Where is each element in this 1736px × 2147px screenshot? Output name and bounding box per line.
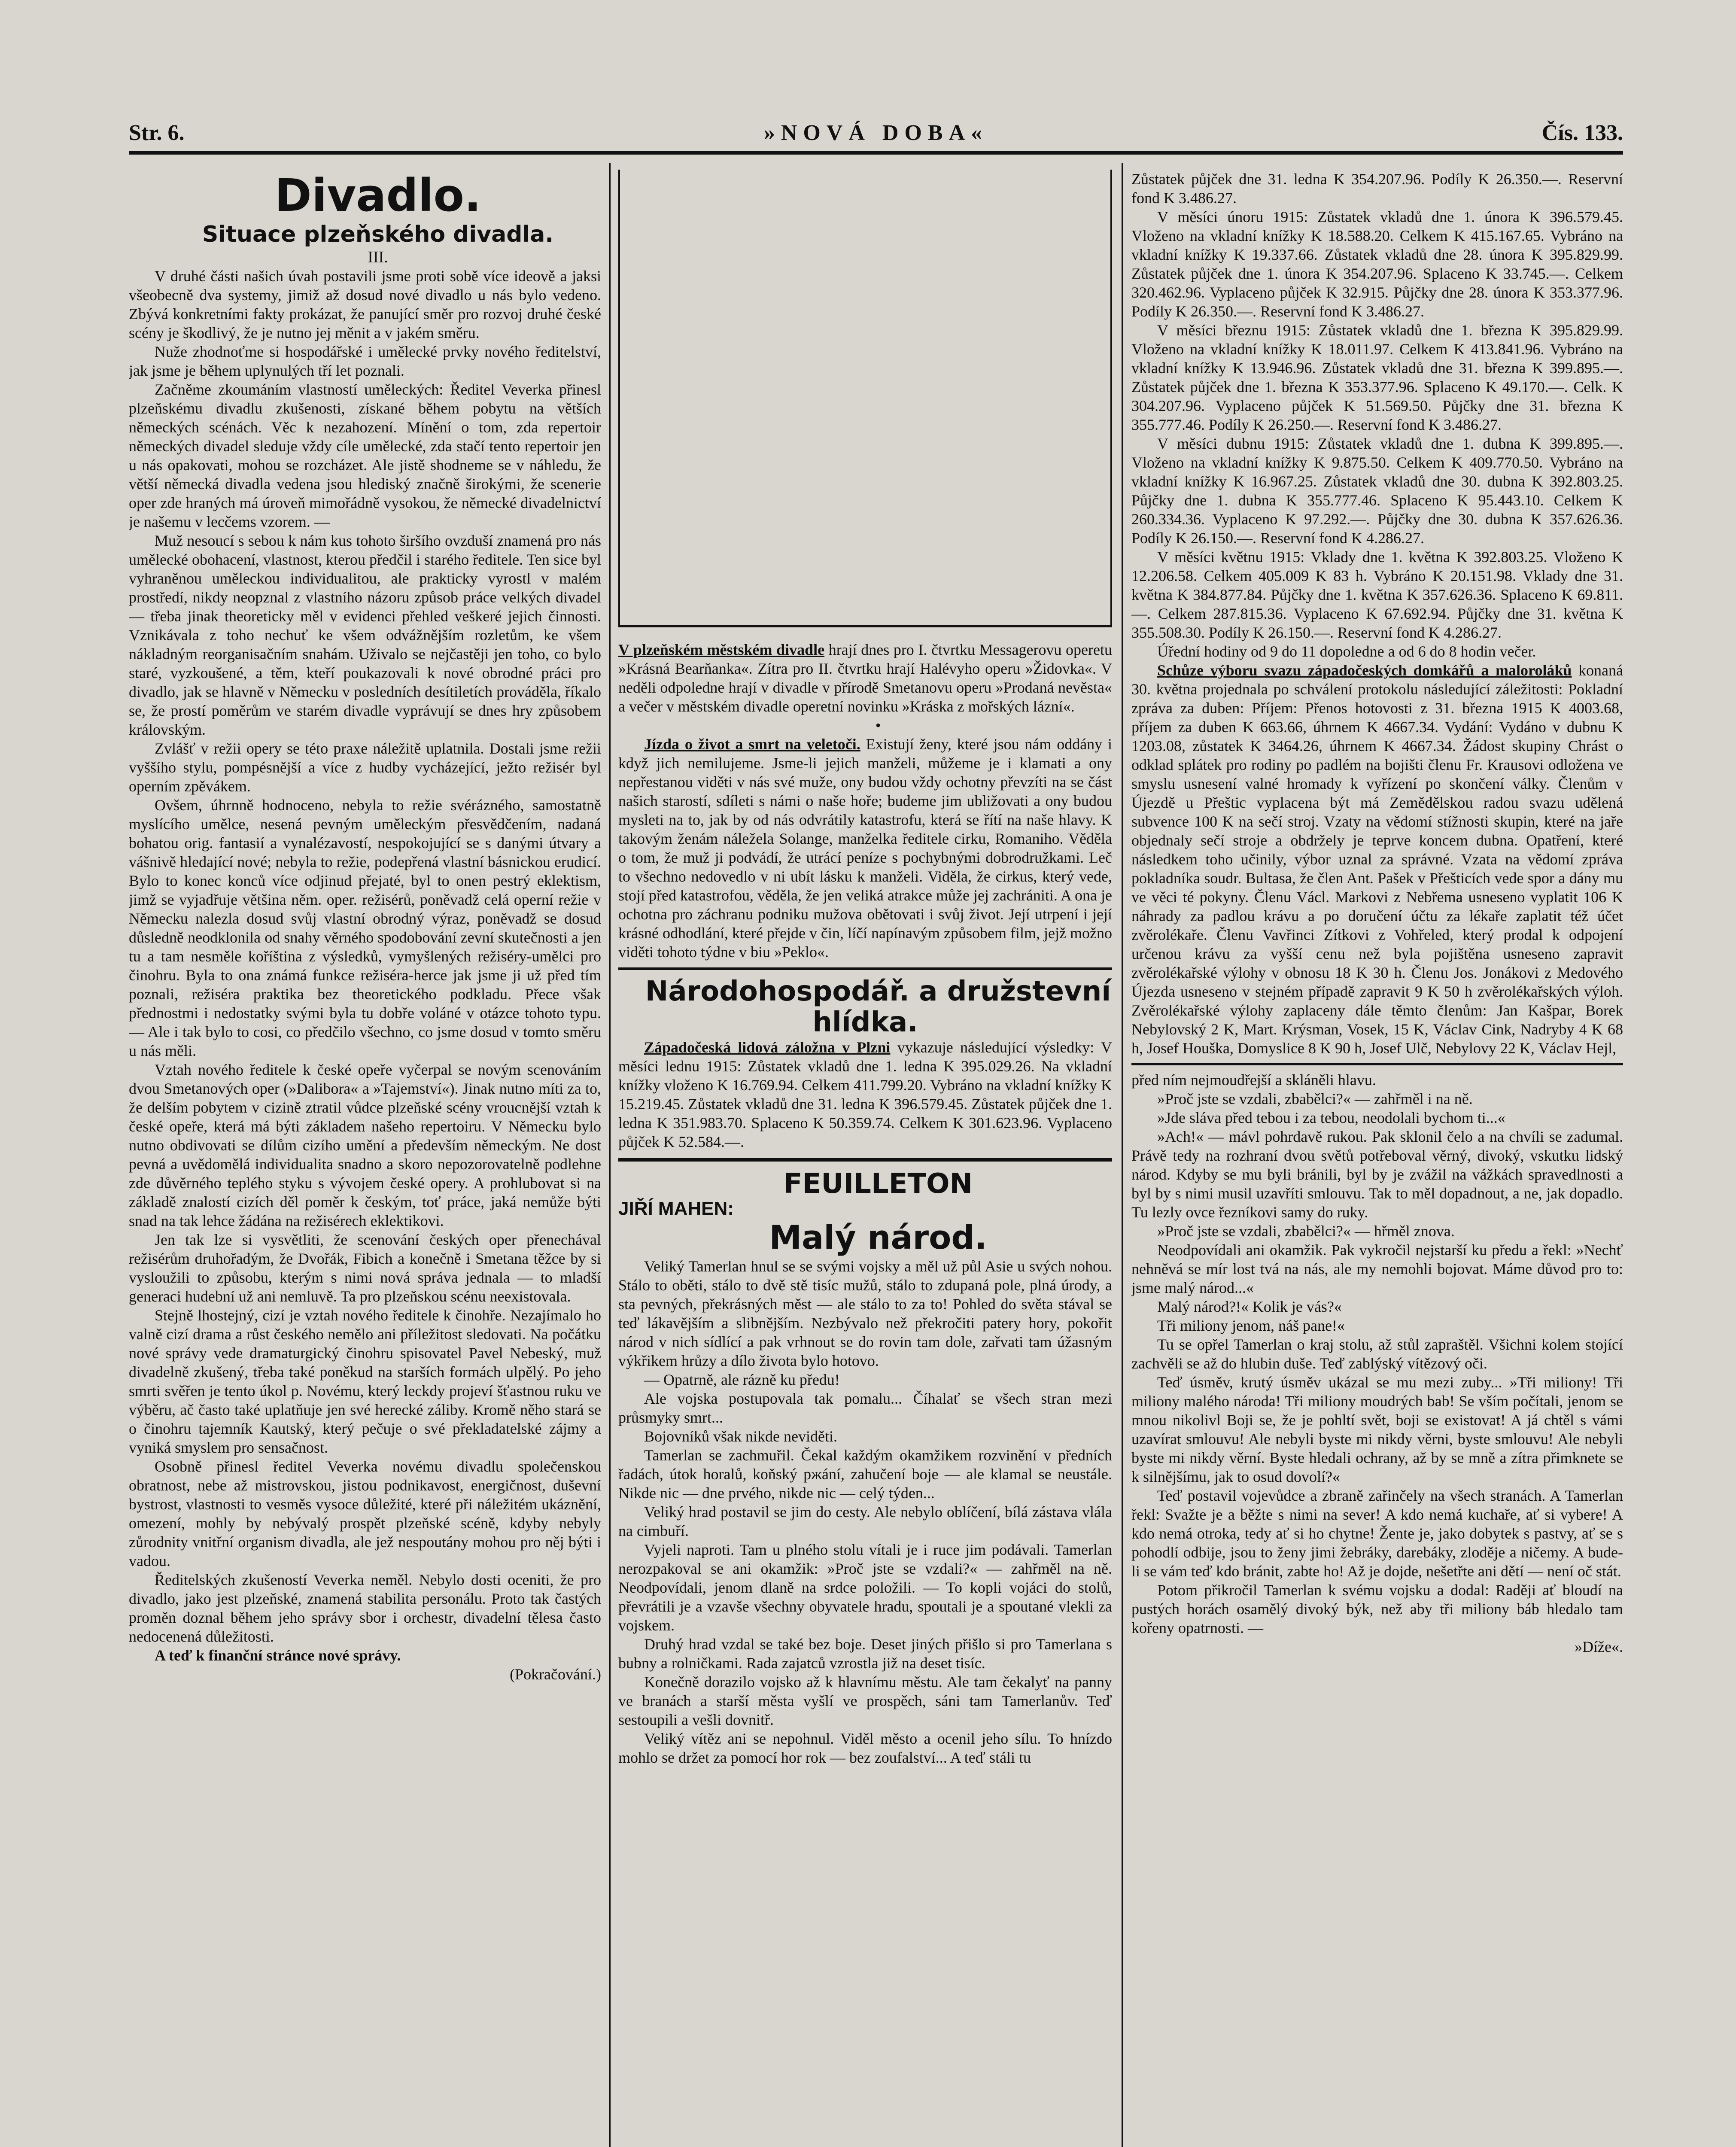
part-number: III. (368, 248, 388, 266)
story-paragraph: Potom přikročil Tamerlan k svému vojsku a dodal: Raději ať bloudí na pustých horách osamělý divoký býk, než aby tři miliony báb hledalo tam kořeny opatrnosti. — (1131, 1581, 1623, 1636)
column-theatre (129, 170, 601, 2147)
paragraph: Začněme zkoumáním vlastností uměleckých: Ředitel Veverka přinesl plzeňskému divadlu zkušenosti, získané během pobytu na větších německých scénách. Věc k nezahození. Mínění o tom, zda repertoir německých divadel sleduje vždy cíle umělecké, zda stačí tento repertoir jen u nás opakovati, mohou se rozcházet. Ale jistě shodneme se v náhledu, že větší německá divadla vedena jsou hlediský značně širokými, že scenerie oper zde hraných má úroveň mimořádně vysokou, že německé divadelnictví je našemu v lecčems vzorem. — (129, 381, 601, 530)
story-signature: »Díže«. (1575, 1638, 1623, 1655)
column-right (1131, 170, 1623, 2147)
section-title-economy: Národohospodář. a družstevní hlídka. (645, 976, 1111, 1038)
story-paragraph: Tamerlan se zachmuřil. Čekal každým okamžikem rozvinění v předních řadách, útok horalů, koňský ржání, zahučení boje — ale klamal se neustále. Nikde nic — dne prvého, nikde nic — celý týden... (618, 1447, 1112, 1502)
paragraph: Ředitelských zkušeností Veverka neměl. Nebylo dosti oceniti, že pro divadlo, jako jest plzeňské, znamená stabilita personálu. Proto tak častých proměn doznal během jeho správy sbor i orchestr, divadelní tělesa často nedocenená důležitosti. (129, 1571, 601, 1645)
story-paragraph: Veliký vítěz ani se nepohnul. Viděl město a ocenil jeho sílu. To hnízdo mohlo se držet za pomocí hor rok — bez zoufalství... A teď stáli tu (618, 1730, 1112, 1766)
report-lead: Schůze výboru svazu západočeských domkářů a maloroláků (1157, 662, 1572, 679)
story-title: Malý národ. (769, 1218, 987, 1256)
feuilleton-heading: FEUILLETON (783, 1168, 973, 1200)
paragraph: Osobně přinesl ředitel Veverka novému divadlu společenskou obratnost, nebe až mistrovskou, jistou podnikavost, energičnost, duševní bystrost, vlastnosti to vesměs vysoce důležité, které při náležitém ukáznění, omezení, mohly by nebývalý prospět plzeňské scéně, kdyby nebyly zůrodnity vnitřní organism divadla, ale jež nespoutány mohou pro něj býti i vadou. (129, 1458, 601, 1569)
notice-text: Existují ženy, které jsou nám oddány i když jich nemilujeme. Jsme-li jejich manželi, můžeme je i klamati a ony nepřestanou viděti v nás své muže, ony budou vždy ochotny převzíti na se část našich starostí, sdíleti s námi o naše hoře; budeme jim ubližovati a ony budou mysleti na to, jak by od nás odvrátily katastrofu, která se řítí na naše hlavy. K takovým ženám náležela Solange, manželka ředitele cirku, Romaniho. Věděla o tom, že muž ji podvádí, že utrácí peníze s pochybnými dobrodružkami. Leč to všechno nedovedlo v ni ubít lásku k manželi. Viděla, že cirkus, který vede, stojí před katastrofou, věděla, že jen veliká atrakce může jej zachrániti. A ona je ochotna pro záchranu podniku mužova obětovati i svůj život. Její utrpení i její krásné odhodlání, které přejde v čin, líčí napínavým způsobem film, jejž možno viděti tohoto týdne v biu »Peklo«. (618, 736, 1112, 961)
section-rule (618, 967, 1112, 970)
section-rule (618, 1158, 1112, 1162)
issue-number: Čís. 133. (1541, 121, 1623, 145)
finance-paragraph: V měsíci květnu 1915: Vklady dne 1. května K 392.803.25. Vloženo K 12.206.58. Celkem 405.009 K 83 h. Vybráno K 20.151.98. Vklady dne 31. května K 384.877.84. Půjčky dne 1. května K 357.626.36. Splaceno K 69.811.—. Celkem 287.815.36. Vyplaceno K 67.692.94. Půjčky dne 31. května K 355.508.30. Podíly K 26.150.—. Reservní fond K 4.286.27. (1131, 548, 1623, 641)
story-paragraph: Tu se opřel Tamerlan o kraj stolu, až stůl zapraštěl. Všichni kolem stojící zachvěli se až do hlubin duše. Teď zablýský vítězový oči. (1131, 1336, 1623, 1372)
masthead-title: »NOVÁ DOBA« (763, 121, 988, 145)
paragraph: Nuže zhodnoťme si hospodářské i umělecké prvky nového ředitelství, jak jsme je během uplynulých tří let poznali. (129, 343, 601, 379)
paragraph: Ovšem, úhrnně hodnoceno, nebyla to režie svérázného, samostatně myslícího umělce, nesená pevným uměleckým přesvědčením, nadaná bohatou orig. fantasií a vynalézavostí, nespokojující se s danými útvary a vášnivě hledající nové; nebyla to režie, podepřená vlastní básnickou erudicí. Bylo to konec konců více odjinud přejaté, byl to onen pestrý eklektism, jimž se vyjadřuje většina něm. oper. režisérů, poněvadž celá operní režie v Německu nalezla dosud svůj vlastní obrodný výraz, poněvadž se dosud důsledně neodklonila od snahy věrného spodobování zevní skutečnosti a jen tu a tam nesměle koříština z výsledků, vymyšlených režiséry-umělci pro činohru. Byla to ona známá funkce režiséra-herce jak jsme ji už před tím poznali, režiséra praktika bez theoretického podkladu. Přece však přednostmi i nedostatky svými byla tu dobře voláné v otázce tohoto typu. — Ale i tak bylo to cosi, co předčilo všechno, co jsme dosud v tomto směru u nás měli. (129, 797, 601, 1059)
film-notice (618, 735, 1112, 961)
finance-paragraph: Úřední hodiny od 9 do 11 dopoledne a od 6 do 8 hodin večer. (1157, 643, 1536, 660)
separator-dot: • (875, 717, 881, 734)
blank-frame (618, 170, 1112, 627)
theatre-notice (618, 640, 1112, 716)
report-text: konaná 30. května projednala po schválení protokolu následující záležitosti: Pokladní zpráva za duben: Příjem: Přenos hotovosti z 31. března 1915 K 4003.68, příjem za duben K 663.66, úhrnem K 4667.34. Vydání: Vydáno v dubnu K 1203.08, zůstatek K 3464.26, úhrnem K 4667.34. Žádost skupiny Chrást o odklad splátek pro rodiny po padlém na bojišti členu Fr. Krausovi odložena ve smyslu usnesení valné hromady k vyřízení po skončení války. Členům v Újezdě u Přeštic vyplacena být má Zemědělskou radou svazu udělená subvence 100 K na sečí stroj. Vzaty na vědomí stížnosti skupin, které na jaře objednaly sečí stroje a obdržely je teprve koncem dubna. Opatření, které následkem toho učinily, výbor uznal za správné. Vzata na vědomí zpráva pokladníka soudr. Bultasa, že člen Ant. Pašek v Přešticích vede spor a dány mu ve věci té pokyny. Členu Václ. Markovi z Nebřema usneseno vyplatit 106 K náhrady za padlou krávu a po doručení účtu za lékaře zaplatit též účet zvěrolékaře. Členu Vavřinci Zítkovi z Vohřeled, který prodal k odpojení určenou krávu za vyšší cenu než byla pojištěna usneseno zapravit zvěrolékařské výlohy v obnosu 18 K 30 h. Členu Jos. Jonákovi z Medového Újezda usneseno v stejném případě zapravit 9 K 50 h zvěrolékařských výloh. Zvěrolékařské výlohy zaplaceny dále těmto členům: Jan Kašpar, Borek Nebylovský 2 K, Mart. Krýsman, Vosek, 15 K, Václav Cink, Nadryby 4 K 68 h, Josef Houška, Domyslice 8 K 90 h, Josef Ulč, Nebylovy 22 K, Václav Hejl, (1131, 662, 1623, 1057)
story-paragraph: Ale vojska postupovala tak pomalu... Číhalať se všech stran mezi průsmyky smrt... (618, 1390, 1112, 1426)
report-text: vykazuje následující výsledky: V měsíci lednu 1915: Zůstatek vkladů dne 1. ledna K 395.029.26. Na vkladní knížky vloženo K 16.769.94. Celkem 411.799.20. Vybráno na vkladní knížky K 15.219.45. Zůstatek vkladů dne 31. ledna K 396.579.45. Zůstatek půjček dne 1. ledna K 351.983.70. Splaceno K 50.359.74. Celkem K 301.623.96. Vyplaceno půjček K 52.584.—. (618, 1039, 1112, 1150)
page-header (129, 120, 1623, 150)
notice-lead: V plzeňském městském divadle (618, 641, 825, 658)
story-paragraph: Tři miliony jenom, náš pane!« (1157, 1317, 1345, 1334)
paragraph: Vztah nového ředitele k české opeře vyčerpal se novým scenováním dvou Smetanových oper (»Dalibora« a »Tajemství«). Jinak nutno míti za to, že delším pobytem v cizině ztratil vůdce plzeňské scény vroucnější vztah k české opeře, která má býti základem našeho repertoiru. V Německu bylo nutno obdivovati se dílům cizího umění a především německým. Ne dost pevná a uvědomělá individualita snadno a skoro nepozorovatelně podlehne zde důvěrného teplého styku s vývojem české opery. A prohlubovat si na základě znalostí cizích děl poměr k českým, toť práce, jaká nemůže býti snad na tak lehce žádána na režisérech eklektikovi. (129, 1061, 601, 1229)
finance-paragraph: Zůstatek půjček dne 31. ledna K 354.207.96. Podíly K 26.350.—. Reservní fond K 3.486.27. (1131, 170, 1623, 207)
finance-paragraph: V měsíci únoru 1915: Zůstatek vkladů dne 1. února K 396.579.45. Vloženo na vkladní knížky K 18.588.20. Celkem K 415.167.65. Vybráno na vkladní knížky K 19.337.66. Zůstatek vkladů dne 28. února K 395.829.99. Zůstatek půjček dne 1. února K 354.207.96. Splaceno K 33.745.—. Celkem 320.462.96. Vyplaceno půjček K 32.915. Půjčky dne 28. února K 353.377.96. Podíly K 26.350.—. Reservní fond K 3.486.27. (1131, 208, 1623, 320)
story-paragraph: Bojovníků však nikde neviděti. (644, 1428, 837, 1445)
story-paragraph: Malý národ?!« Kolik je vás?« (1157, 1298, 1342, 1315)
paragraph: V druhé části našich úvah postavili jsme proti sobě více ideově a jaksi všeobecně dva systemy, jimiž až dosud nové divadlo u nás bylo vedeno. Zbývá konkretními fakty prokázat, že panující směr pro rozvoj druhé české scény je škodlivý, že je nutno jej měnit a v jakém směru. (129, 268, 601, 341)
story-paragraph: Teď postavil vojevůdce a zbraně zařinčely na všech stranách. A Tamerlan řekl: Svažte je a běžte s nimi na sever! A kdo nemá kuchaře, ať si vybere! A kdo nemá otroka, tedy ať si ho chytne! Žente je, jako dobytek s pastvy, ať se s pohodlí odbije, jsou to ženy jimi žebráky, darebáky, zloděje a ničemy. A bude-li se vám teď kdo bránit, zabte ho! Až je dojde, nešetřte ani dětí — není oč stát. (1131, 1487, 1623, 1580)
paragraph: Jen tak lze si vysvětliti, že scenování českých oper přenechával režisérům druhořadým, že Dvořák, Fibich a konečně i Smetana těžce by si vysloužili to způsobu, kterým s nimi nová správa jednala — to mladší generaci hudební už ani nemluvě. Ta pro plzeňskou scénu neexistovala. (129, 1231, 601, 1305)
notice-text: hrají dnes pro I. čtvrtku Messagerovu operetu »Krásná Bearňanka«. Zítra pro II. čtvrtku hrají Halévyho operu »Židovka«. V neděli odpoledne hrají v divadle v přírodě Smetanovu operu »Prodaná nevěsta« a večer v městském divadle operetní novinku »Kráska z mořských lázní«. (618, 641, 1112, 715)
column-middle (618, 170, 1112, 2147)
finance-paragraph: V měsíci březnu 1915: Zůstatek vkladů dne 1. března K 395.829.99. Vloženo na vkladní knížky K 18.011.97. Celkem K 413.841.96. Vybráno na vkladní knížky K 13.946.96. Zůstatek vkladů dne 31. března K 399.895.—. Zůstatek půjček dne 1. března K 353.377.96. Splaceno K 49.170.—. Celk. K 304.207.96. Vyplaceno půjček K 51.569.50. Půjčky dne 31. března K 355.777.46. Podíly K 26.250.—. Reservní fond K 3.486.27. (1131, 322, 1623, 433)
page-number: Str. 6. (129, 121, 185, 145)
story-paragraph: »Proč jste se vzdali, zbabělci?« — hřměl znova. (1157, 1223, 1455, 1240)
column-divider (1122, 163, 1123, 2147)
story-paragraph: Konečně dorazilo vojsko až k hlavnímu městu. Ale tam čekalyť na panny ve branách a starší města vyšlí ve prospěch, sáni tam Tamerlanův. Teď sestoupili a vešli dovnitř. (618, 1673, 1112, 1728)
article-subtitle: Situace plzeňského divadla. (202, 222, 554, 247)
story-paragraph: »Proč jste se vzdali, zbabělci?« — zahřměl i na ně. (1157, 1090, 1473, 1107)
story-paragraph: Veliký Tamerlan hnul se se svými vojsky a měl už půl Asie u svých nohou. Stálo to oběti, stálo to dvě stě tisíc mužů, stálo to zdupaná pole, plná úrody, a sta pevných, překrásných měst — ale stálo to za to! Pohled do světa stával se teď lákavějším a slibnějším. Nezbývalo než překročiti patery hory, pokořit národ v nich sídlící a pak vrhnout se do rovin tam dole, zařvati tam úžasným výkřikem hrůzy a dílo života bylo hotovo. (618, 1258, 1112, 1369)
story-paragraph: Neodpovídali ani okamžik. Pak vykročil nejstarší ku předu a řekl: »Nechť nehněvá se mír lost tvá na nás, ale my nemohli bojovat. Máme důvod pro to: jsme malý národ...« (1131, 1241, 1623, 1296)
paragraph: Zvlášť v režii opery se této praxe náležitě uplatnila. Dostali jsme režii vyššího stylu, pompésnější a více z hudby vycházející, ježto režisér byl operním zpěvákem. (129, 740, 601, 795)
story-paragraph: Teď úsměv, krutý úsměv ukázal se mu mezi zuby... »Tři miliony! Tři miliony malého národa! Tři miliony moudrých bab! Se vším počítali, jenom se mnou nikolivl Boji se, že je pohltí svět, boji se existovat! A já chtěl s vámi uzavírat smlouvu! Ale nebyli byste mi nikdy věrni, byste smlouvu! Ale nebyli byste mi nikdy věrní. Byste hledali ochrany, až by se mně a zítra přimknete se k silnějšímu, jak to osud dovolí?« (1131, 1374, 1623, 1485)
meeting-report (1131, 661, 1623, 1058)
section-rule (1131, 1063, 1623, 1065)
paragraph: Muž nesoucí s sebou k nám kus tohoto širšího ovzduší znamená pro nás umělecké obohacení, vlastnost, kterou předčil i starého ředitele. Ten sice byl vyhraněnou uměleckou individualitou, ale prakticky vyrostl v malém prostředí, nikdy neopznal z vlastního názoru způsob práce velkých divadel — třeba jinak theoreticky měl v evidenci přehled veškeré jejich činnosti. Vznikávala z toho nechuť ke všem odvážnějším rozletům, ke všem nákladným reorganisačním snahám. Uživalo se nejčastěji jen toho, co bylo staré, vyzkoušené, a těm, kteří poukazovali k nové obrodné práci pro divadlo, jak se hlavně v Německu v posledních desítiletích prováděla, říkalo se, že prostí poměrům ve starém divadle vyprávují se dnes hry způsobem královským. (129, 532, 601, 738)
story-paragraph: »Ach!« — mávl pohrdavě rukou. Pak sklonil čelo a na chvíli se zadumal. Právě tedy na rozhraní dvou světů potřeboval věrný, divoký, vskutku lidský národ. Kdyby se mu byli bránili, byl by je zvážil na vážkách spravedlnosti a byl by s nimi musil uzavříti smlouvu. Tak to měl dopadnout, a ne, jak dopadlo. Tu lezly ovce řezníkovi samy do ruky. (1131, 1128, 1623, 1221)
story-paragraph: Veliký hrad postavil se jim do cesty. Ale nebylo oblíčení, bílá zástava vlála na cimbuří. (618, 1503, 1112, 1539)
continued-note: (Pokračování.) (510, 1666, 601, 1683)
story-paragraph: »Jde sláva před tebou i za tebou, neodolali bychom ti...« (1157, 1109, 1505, 1126)
section-title-theatre: Divadlo. (274, 170, 481, 222)
story-paragraph: — Opatrně, ale rázně ku předu! (644, 1371, 840, 1388)
column-divider (609, 163, 611, 2147)
finance-paragraph: V měsíci dubnu 1915: Zůstatek vkladů dne 1. dubna K 399.895.—. Vloženo na vkladní knížky K 9.875.50. Celkem K 409.770.50. Vybráno na vkladní knížky K 16.967.25. Zůstatek vkladů dne 30. dubna K 392.803.25. Půjčky dne 1. dubna K 355.777.46. Splaceno K 95.443.10. Celkem K 260.334.36. Vyplaceno K 97.292.—. Půjčky dne 30. dubna K 357.626.36. Podíly K 26.150.—. Reservní fond K 4.286.27. (1131, 435, 1623, 547)
finance-report (618, 1038, 1112, 1151)
story-paragraph: Vyjeli naproti. Tam u plného stolu vítali je i ruce jim podávali. Tamerlan nerozpakoval se ani okamžik: »Proč jste se vzdali?« — zahřměl na ně. Neodpovídali, jenom dlaně na srdce položili. — To kopli vojáci do stolů, převrátili je a vzavše všechny obyvatele hradu, spoutali je a spoutané vlekli za vojskem. (618, 1541, 1112, 1634)
header-rule (129, 151, 1623, 155)
paragraph: Stejně lhostejný, cizí je vztah nového ředitele k činohře. Nezajímalo ho valně cizí drama a růst českého nemělo ani příležitost sledovati. Na počátku nové správy vede dramaturgický činohru spisovatel Pavel Nebeský, muž divadelně zkušený, třeba také poněkud na starších formách ulpělý. Po jeho smrti svěřen je tento úkol p. Novému, který leckdy projeví šťastnou ruku ve výběru, ač často také uplatňuje jen své herecké záliby. Kromě něho stará se o činohru tajemník Kautský, který pečuje o své překladatelské zájmy a vyniká smyslem pro sensačnost. (129, 1307, 601, 1456)
story-author: JIŘÍ MAHEN: (618, 1198, 734, 1219)
story-paragraph: Druhý hrad vzdal se také bez boje. Deset jiných přišlo si pro Tamerlana s bubny a rolničkami. Rada zajatců vzrostla již na deset tisíc. (618, 1636, 1112, 1672)
report-lead: Západočeská lidová záložna v Plzni (644, 1039, 891, 1056)
notice-lead: Jízda o život a smrt na veletoči. (644, 736, 860, 753)
paragraph: A teď k finanční stránce nové správy. (155, 1647, 401, 1664)
story-paragraph: před ním nejmoudřejší a skláněli hlavu. (1131, 1071, 1376, 1089)
